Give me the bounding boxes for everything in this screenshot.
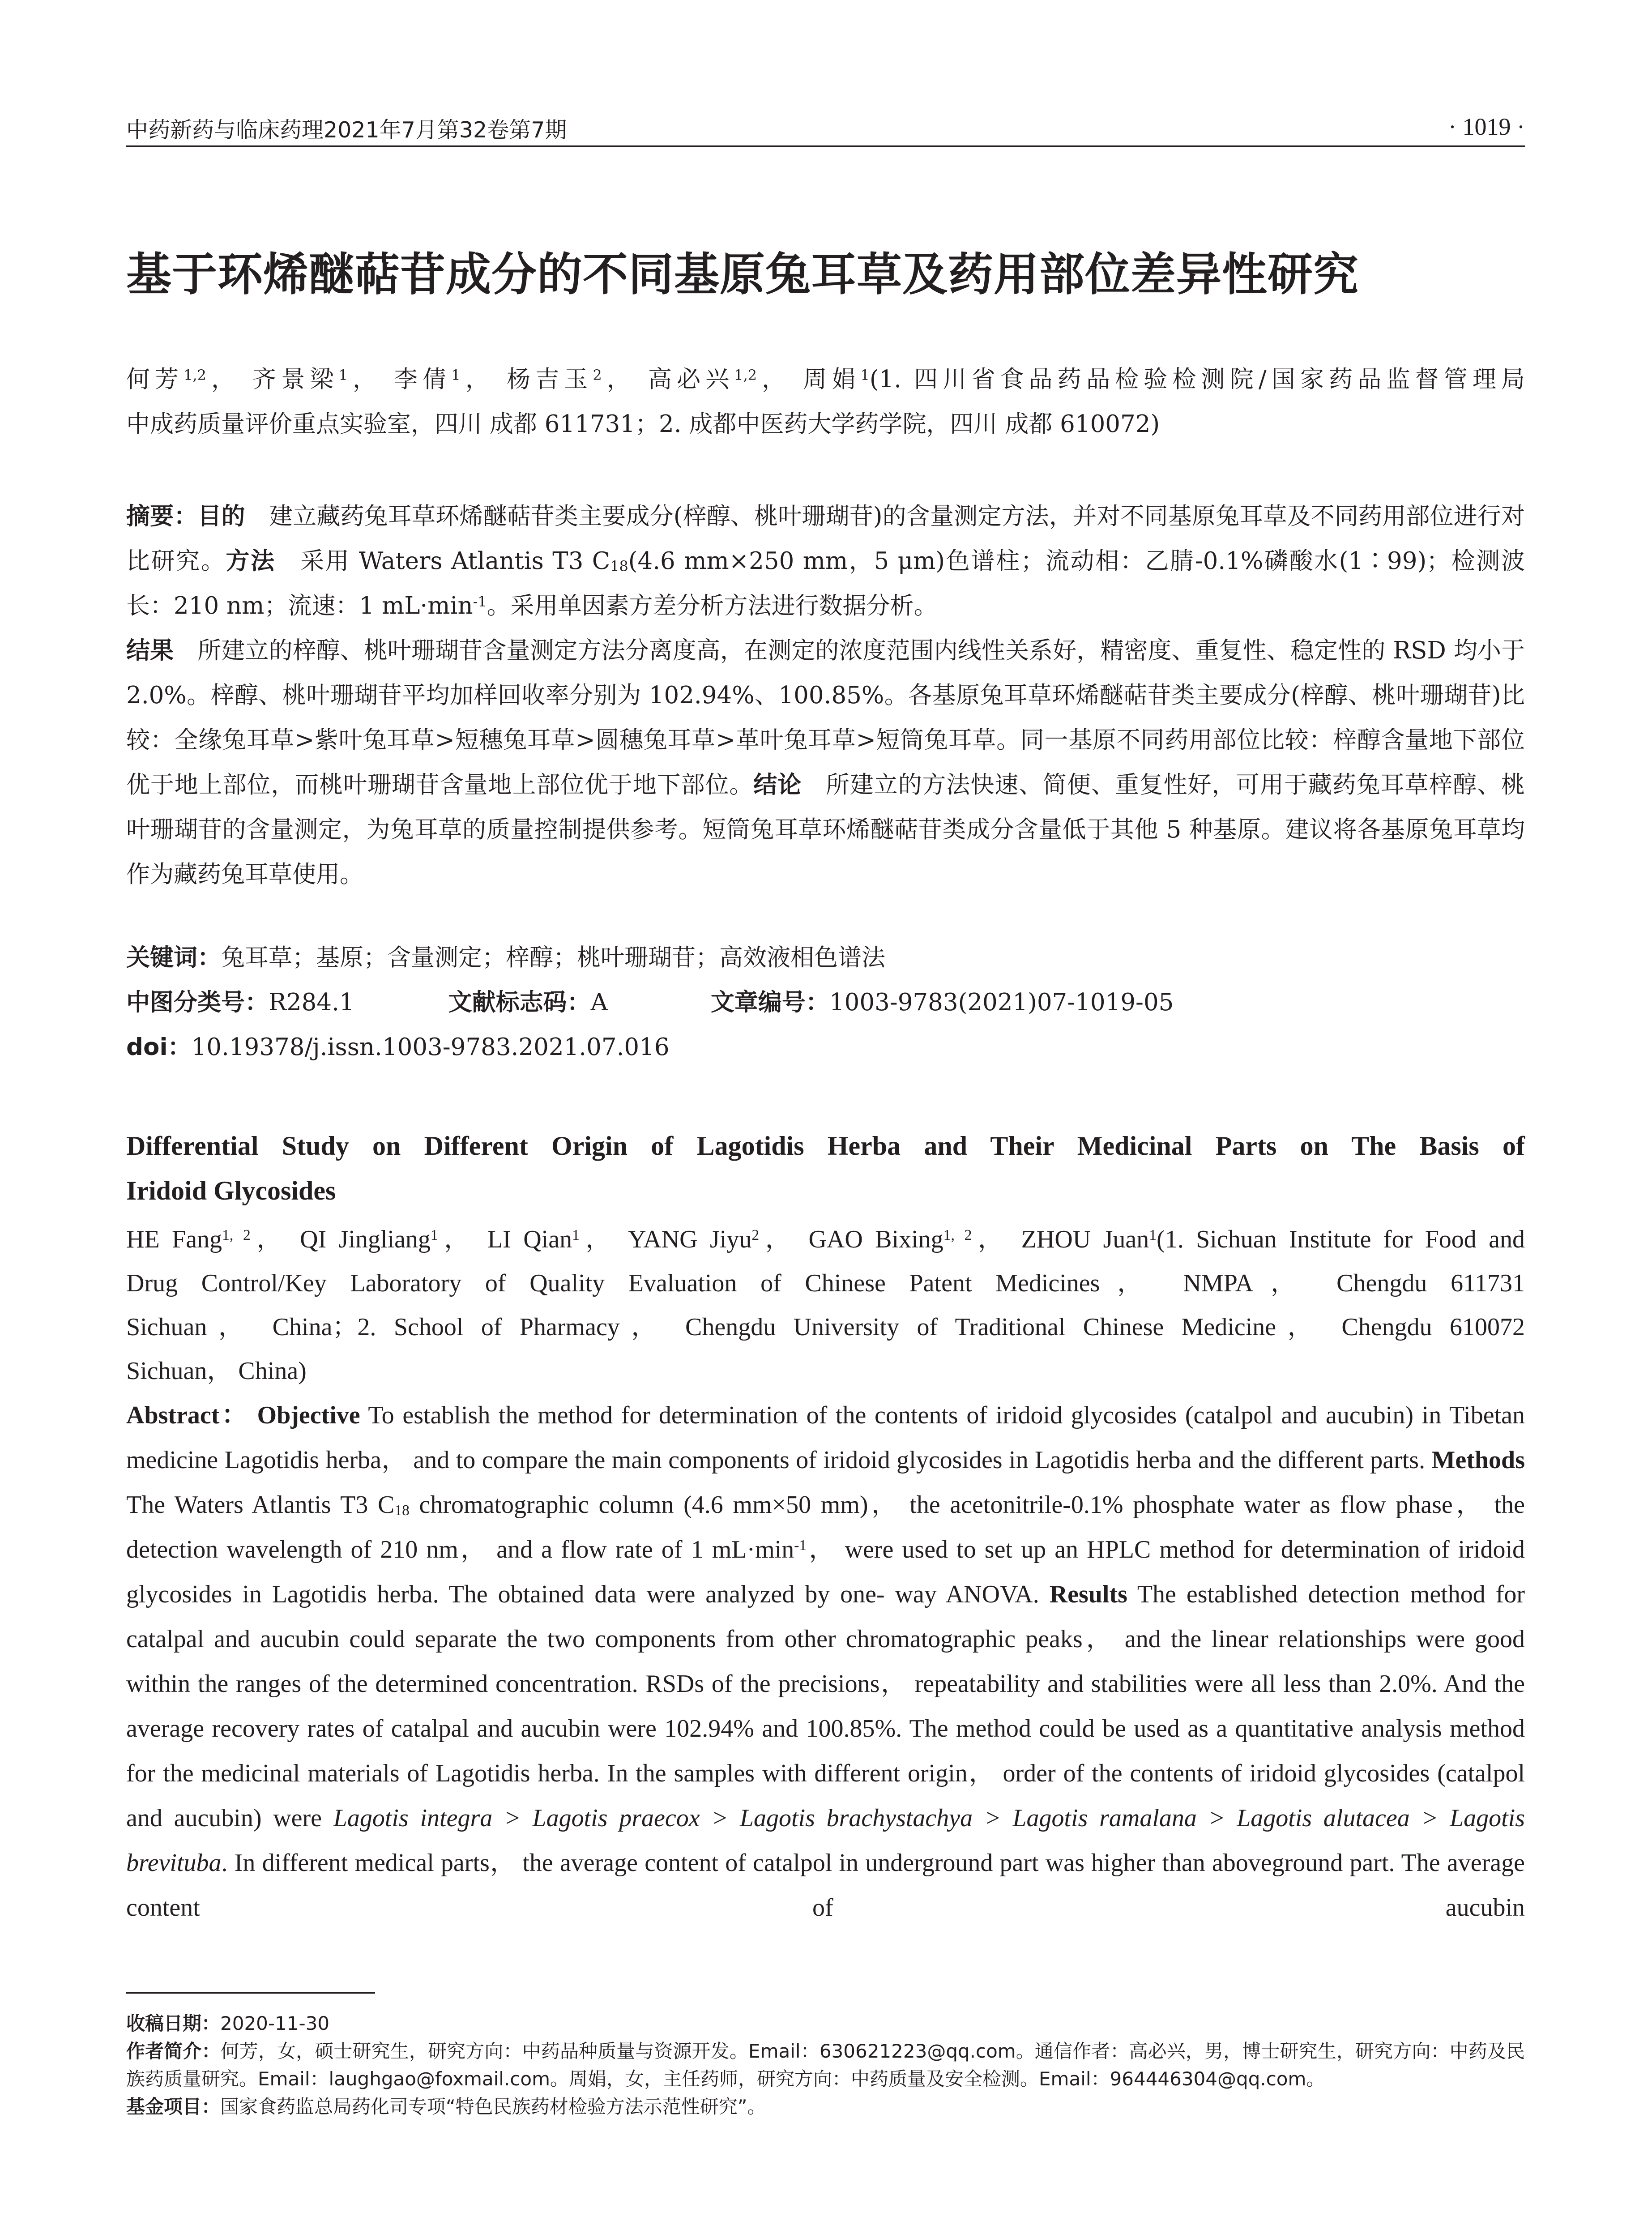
doc-code-label: 文献标志码： [448, 989, 591, 1016]
author-cn: 高必兴 [648, 366, 734, 393]
keywords [126, 935, 1525, 980]
authors-en-line-1: HE Fang$^{1, 2}$， QI Jingliang$^1$， LI Qian$^1$， YANG Jiyu$^2$， GAO Bixing$^{1, 2}$， ZHOU Juan$^1$(1. Sichuan Institute for Food and [126, 1226, 1525, 1253]
running-header [126, 113, 1525, 141]
doi-label: doi： [126, 1034, 192, 1061]
author-en: YANG Jiyu [628, 1226, 752, 1253]
affiliation-en-1: (1. Sichuan Institute for Food and [1157, 1226, 1525, 1253]
received-label: 收稿日期： [126, 2012, 221, 2034]
article-number-label: 文章编号： [710, 989, 829, 1016]
journal-issue-line: 中药新药与临床药理2021年7月第32卷第7期 [126, 117, 567, 143]
author-en: QI Jingliang [300, 1226, 431, 1253]
header-rule [126, 145, 1525, 147]
affiliation-mark: 1 [338, 367, 348, 384]
affiliation-mark: 1,2 [734, 367, 757, 384]
article-title-en [126, 1123, 1525, 1213]
affiliation-mark: 2 [593, 367, 602, 384]
results-en-label: Results [1049, 1580, 1127, 1608]
authors-en [126, 1217, 1525, 1393]
article-number-value: 1003-9783(2021)07-1019-05 [829, 989, 1174, 1016]
received-value: 2020-11-30 [220, 2012, 330, 2034]
affiliation-mark: 1 [860, 367, 870, 384]
objective-en-label: Objective [257, 1401, 360, 1429]
doi-value: 10.19378/j.issn.1003-9783.2021.07.016 [191, 1034, 670, 1061]
methods-en-subscript: 18 [394, 1502, 410, 1519]
authors-cn [126, 357, 1525, 447]
affiliation-mark: 2 [751, 1227, 760, 1244]
footnotes [126, 2010, 1525, 2121]
author-en: ZHOU Juan [1021, 1226, 1149, 1253]
affiliation-mark: 1 [1149, 1227, 1157, 1244]
conclusion-cn-label: 结论 [753, 771, 802, 799]
affiliation-mark: 1, 2 [943, 1227, 972, 1244]
methods-cn-subscript: 18 [610, 558, 628, 575]
affiliation-cn-2: 中成药质量评价重点实验室，四川 成都 611731；2. 成都中医药大学药学院，四川 成都 610072) [126, 410, 1160, 438]
methods-en-label: Methods [1431, 1446, 1525, 1474]
results-en-text-1: The established detection method for catalpal and aucubin could separate the two components from other chromatographic peaks， and the linear relationships were good within the ranges of the determined concentration. RSDs of the precisions， repeatability and stabilities were all less than 2.0%. And the average recovery rates of catalpal and aucubin were 102.94% and 100.85%. The method could be used as a quantitative analysis method for the medicinal materials of Lagotidis herba. In the samples with different origin， order of the contents of iridoid glycosides (catalpol and aucubin) were [126, 1580, 1525, 1832]
affiliation-mark: 1 [451, 367, 461, 384]
affiliation-mark: 1, 2 [222, 1227, 251, 1244]
doc-code-value: A [590, 989, 608, 1016]
author-bio-text: 何芳，女，硕士研究生，研究方向：中药品种质量与资源开发。Email：630621223@qq.com。通信作者：高必兴，男，博士研究生，研究方向：中药及民族药质量研究。Email：laughgao@foxmail.com。周娟，女，主任药师，研究方向：中药质量及安全检测。Email：964446304@qq.com。 [126, 2040, 1525, 2090]
conclusion-cn-text: 所建立的方法快速、简便、重复性好，可用于藏药兔耳草梓醇、桃叶珊瑚苷的含量测定，为兔耳草的质量控制提供参考。短筒兔耳草环烯醚萜苷类成分含量低于其他 5 种基原。建议将各基原兔耳草均作为藏药兔耳草使用。 [126, 771, 1525, 888]
clc-label: 中图分类号： [126, 989, 269, 1016]
affiliation-mark: 1 [572, 1227, 580, 1244]
results-cn-label: 结果 [126, 637, 174, 664]
objective-cn-label: 目的 [197, 503, 245, 530]
methods-en-superscript: -1 [794, 1537, 807, 1554]
objective-en-text: To establish the method for determination of the contents of iridoid glycosides (catalpol and aucubin) in Tibetan medicine Lagotidis herba， and to compare the main components of iridoid glycosides in Lagotidis herba and the different parts. [126, 1401, 1525, 1474]
funding-label: 基金项目： [126, 2096, 221, 2118]
author-cn: 杨吉玉 [506, 366, 593, 393]
doi-line [126, 1025, 1525, 1070]
affiliation-en-4: Sichuan， China) [126, 1357, 307, 1385]
results-cn-text: 所建立的梓醇、桃叶珊瑚苷含量测定方法分离度高，在测定的浓度范围内线性关系好，精密度、重复性、稳定性的 RSD 均小于 2.0%。梓醇、桃叶珊瑚苷平均加样回收率分别为 102.94%、100.85%。各基原兔耳草环烯醚萜苷类主要成分(梓醇、桃叶珊瑚苷)比较：全缘兔耳草>紫叶兔耳草>短穗兔耳草>圆穗兔耳草>革叶兔耳草>短筒兔耳草。同一基原不同药用部位比较：梓醇含量地下部位优于地上部位，而桃叶珊瑚苷含量地上部位优于地下部位。 [126, 637, 1525, 799]
author-cn: 李倩 [394, 366, 452, 393]
methods-cn-superscript: -1 [473, 594, 487, 611]
keywords-label: 关键词： [126, 944, 221, 971]
clc-value: R284.1 [269, 989, 354, 1016]
objective-cn-text: 建立藏药兔耳草环烯醚萜苷类主要成分(梓醇、桃叶珊瑚苷)的含量测定方法，并对不同基原兔耳草及不同药用部位进行对比研究。 [126, 503, 1525, 575]
results-en-text-2: . In different medical parts， the average content of catalpol in underground part was higher than aboveground part. The average content of aucubin [126, 1849, 1525, 1922]
author-cn: 周娟 [803, 366, 861, 393]
methods-en-text-2: chromatographic column (4.6 mm×50 mm)， the acetonitrile-0.1% phosphate water as flow phase， the detection wavelength of 210 nm， and a flow rate of 1 mL·min [126, 1491, 1525, 1563]
affiliation-en-3: Sichuan， China；2. School of Pharmacy， Chengdu University of Traditional Chinese Medicine， Chengdu 610072 [126, 1313, 1525, 1341]
author-en: LI Qian [487, 1226, 572, 1253]
author-cn: 齐景梁 [252, 366, 339, 393]
methods-cn-text-1: 采用 Waters Atlantis T3 C [299, 547, 610, 575]
article-title-cn: 基于环烯醚萜苷成分的不同基原兔耳草及药用部位差异性研究 [126, 248, 1359, 301]
affiliation-en-2: Drug Control/Key Laboratory of Quality Evaluation of Chinese Patent Medicines， NMPA， Chengdu 611731 [126, 1269, 1525, 1297]
methods-en-text-3: ， were used to set up an HPLC method for determination of iridoid glycosides in Lagotidis herba. The obtained data were analyzed by one- way ANOVA. [126, 1536, 1525, 1608]
methods-cn-text-3: 。采用单因素方差分析方法进行数据分析。 [487, 592, 938, 619]
authors-cn-line-1: 何芳$^{1,2}$， 齐景梁$^1$， 李倩$^1$， 杨吉玉$^2$， 高必兴$^{1,2}$， 周娟$^1$(1. 四川省食品药品检验检测院/国家药品监督管理局 [126, 366, 1525, 393]
title-en-line-1: Differential Study on Different Origin of Lagotidis Herba and Their Medicinal Parts on The Basis of [126, 1131, 1525, 1161]
page-number: · 1019 · [1448, 113, 1525, 140]
species-order: Lagotis integra > Lagotis praecox > Lagotis brachystachya > Lagotis ramalana > Lagotis alutacea > Lagotis brevituba [126, 1804, 1525, 1877]
footnote-rule [126, 1992, 375, 1994]
abstract-en-label: Abstract： [126, 1401, 249, 1429]
author-cn: 何芳 [126, 366, 184, 393]
methods-cn-text-2: (4.6 mm×250 mm，5 μm)色谱柱；流动相：乙腈-0.1%磷酸水(1∶99)；检测波长：210 nm；流速：1 mL·min [126, 547, 1525, 619]
affiliation-cn-1: (1. 四川省食品药品检验检测院/国家药品监督管理局 [869, 366, 1525, 393]
funding-text: 国家食药监总局药化司专项“特色民族药材检验方法示范性研究”。 [220, 2096, 766, 2118]
received-date [126, 2010, 1525, 2037]
funding [126, 2093, 1525, 2121]
methods-en-text-1: The Waters Atlantis T3 C [126, 1491, 395, 1519]
author-en: GAO Bixing [808, 1226, 943, 1253]
methods-cn-label: 方法 [226, 547, 276, 575]
classification-line [126, 980, 1525, 1025]
title-en-line-2: Iridoid Glycosides [126, 1176, 336, 1205]
affiliation-mark: 1,2 [184, 367, 206, 384]
abstract-cn [126, 494, 1525, 897]
abstract-en [126, 1393, 1525, 1930]
author-en: HE Fang [126, 1226, 222, 1253]
author-bio [126, 2037, 1525, 2093]
affiliation-mark: 1 [430, 1227, 438, 1244]
author-bio-label: 作者简介： [126, 2040, 221, 2062]
keywords-text: 兔耳草；基原；含量测定；梓醇；桃叶珊瑚苷；高效液相色谱法 [221, 944, 885, 971]
abstract-cn-label: 摘要： [126, 503, 198, 530]
